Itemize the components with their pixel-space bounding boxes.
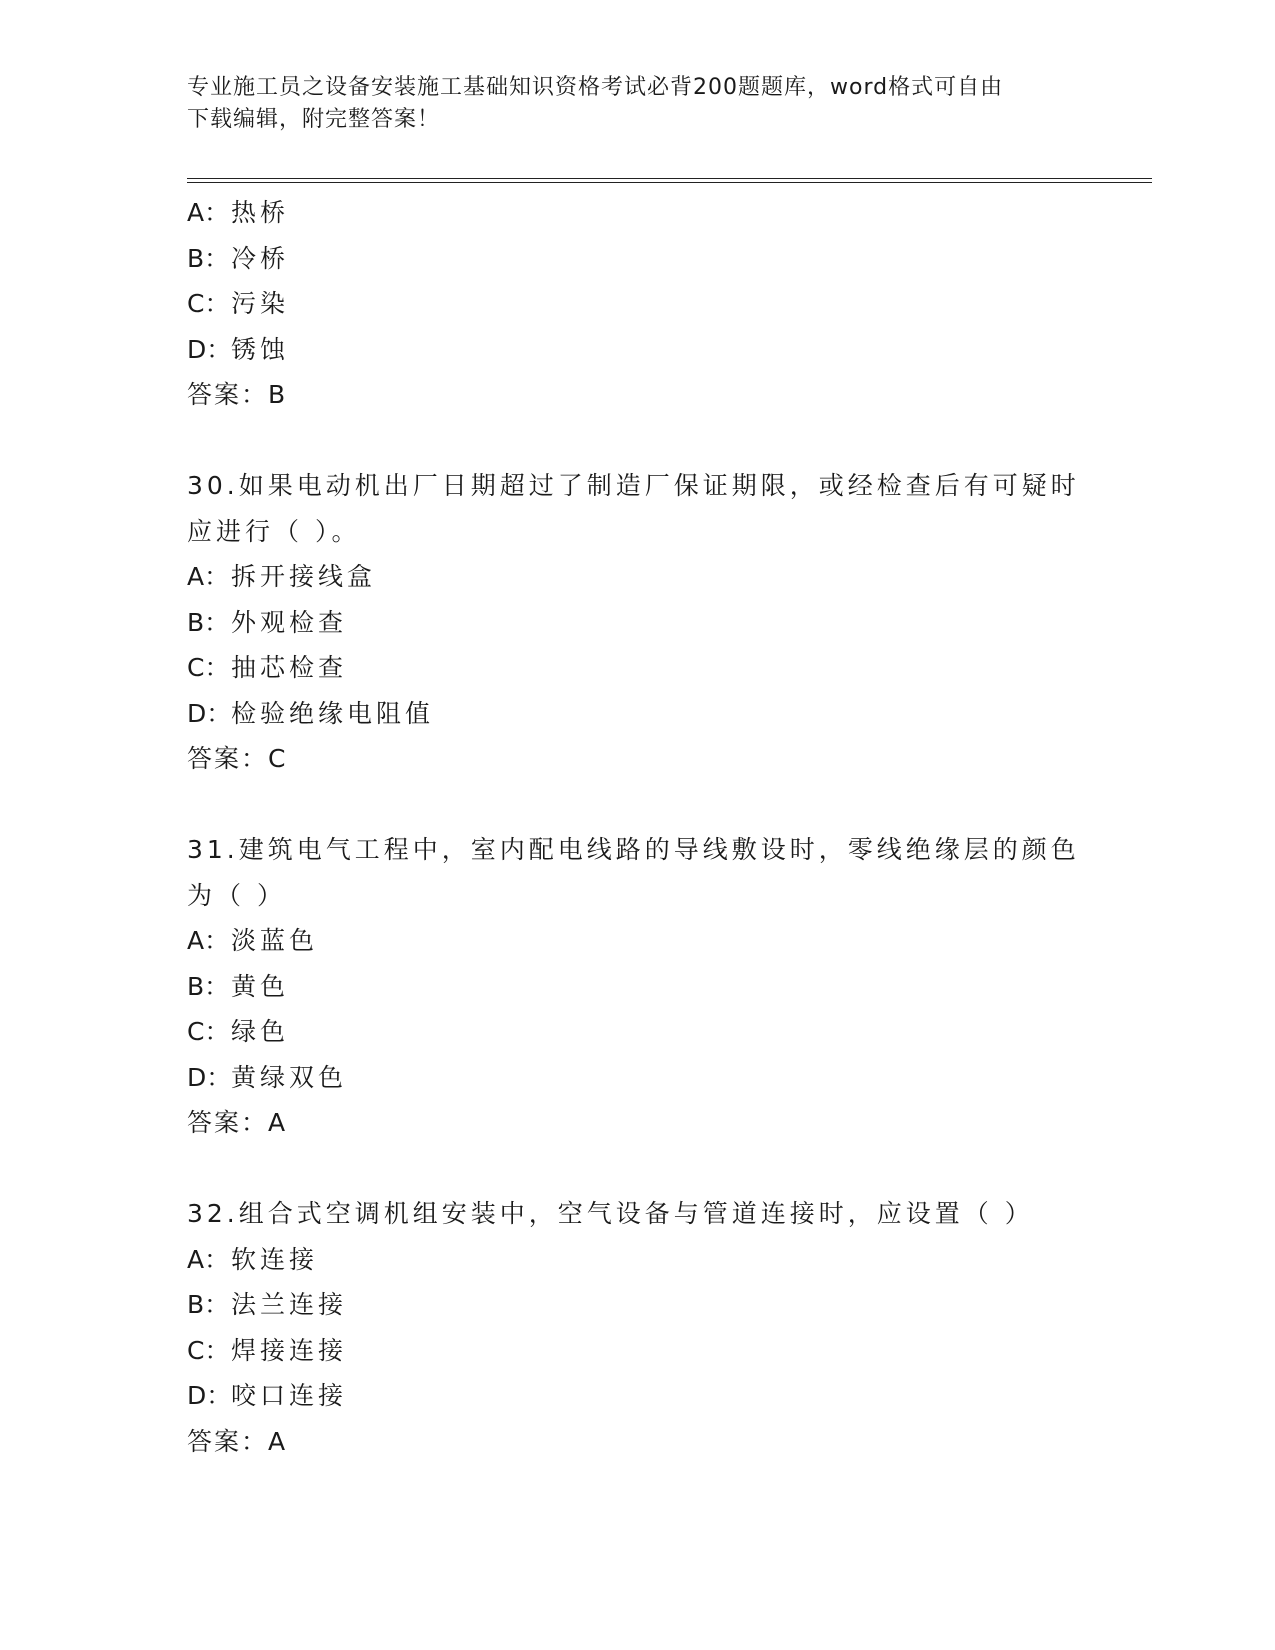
option-text: 法兰连接 (231, 1290, 348, 1319)
answer-line (187, 372, 1087, 418)
question-29-continued (187, 190, 1087, 418)
header-line-2: 下载编辑，附完整答案！ (187, 107, 441, 132)
spacer (187, 782, 1087, 828)
option-text: 焊接连接 (231, 1335, 348, 1365)
option-text: 热桥 (231, 198, 290, 227)
answer-line (187, 736, 1087, 782)
option-text: 检验绝缘电阻值 (231, 698, 435, 728)
option-text: 拆开接线盒 (231, 562, 377, 591)
answer-label: 答案： (187, 1108, 269, 1137)
question-stem-line-2: 应进行（ ）。 (187, 516, 361, 546)
option-b (187, 236, 1087, 282)
option-text: 黄绿双色 (231, 1062, 348, 1092)
option-b (187, 964, 1087, 1010)
option-text: 锈蚀 (231, 334, 290, 364)
option-letter: D： (187, 334, 232, 364)
option-letter: A： (187, 926, 230, 955)
answer-value: B (268, 380, 286, 409)
option-b (187, 1282, 1087, 1328)
option-text: 抽芯检查 (231, 653, 348, 682)
spacer (187, 1146, 1087, 1192)
answer-line (187, 1100, 1087, 1146)
spacer (187, 418, 1087, 464)
question-32 (187, 1191, 1087, 1464)
question-stem-line-1: 32.组合式空调机组安装中，空气设备与管道连接时，应设置（ ） (187, 1199, 1034, 1228)
option-c (187, 645, 1087, 691)
option-letter: A： (187, 1244, 230, 1274)
option-text: 淡蓝色 (231, 926, 319, 955)
option-text: 冷桥 (231, 243, 290, 273)
question-stem-line-1: 31.建筑电气工程中，室内配电线路的导线敷设时，零线绝缘层的颜色 (187, 835, 1080, 864)
option-letter: D： (187, 698, 232, 728)
question-list (187, 190, 1087, 1464)
answer-label: 答案： (187, 1426, 269, 1456)
option-letter: D： (187, 1062, 232, 1092)
option-d (187, 691, 1087, 737)
answer-label: 答案： (187, 744, 269, 773)
option-letter: C： (187, 1017, 230, 1046)
option-text: 咬口连接 (231, 1381, 348, 1410)
header-divider-bottom (187, 182, 1152, 183)
answer-value: A (268, 1108, 286, 1137)
question-stem-line-1: 30.如果电动机出厂日期超过了制造厂保证期限，或经检查后有可疑时 (187, 471, 1080, 500)
answer-value: C (268, 744, 286, 773)
option-c (187, 1009, 1087, 1055)
option-text: 外观检查 (231, 607, 348, 637)
option-letter: A： (187, 198, 230, 227)
option-letter: B： (187, 607, 230, 637)
answer-value: A (268, 1426, 286, 1456)
option-text: 污染 (231, 289, 290, 318)
option-letter: D： (187, 1381, 232, 1410)
option-letter: C： (187, 1335, 230, 1365)
answer-label: 答案： (187, 380, 269, 409)
option-d (187, 1373, 1087, 1419)
option-text: 黄色 (231, 971, 290, 1001)
question-31 (187, 827, 1087, 1146)
header-line-1: 专业施工员之设备安装施工基础知识资格考试必背200题题库，word格式可自由 (187, 75, 1004, 100)
option-a (187, 190, 1087, 236)
question-30 (187, 463, 1087, 782)
option-letter: B： (187, 243, 230, 273)
option-a (187, 1237, 1087, 1283)
option-letter: B： (187, 971, 230, 1001)
option-letter: C： (187, 289, 230, 318)
question-stem-line-2: 为（ ） (187, 880, 286, 910)
option-b (187, 600, 1087, 646)
option-d (187, 1055, 1087, 1101)
option-c (187, 281, 1087, 327)
option-text: 绿色 (231, 1017, 290, 1046)
option-a (187, 554, 1087, 600)
option-letter: B： (187, 1290, 230, 1319)
option-d (187, 327, 1087, 373)
header-divider-top (187, 178, 1152, 179)
option-text: 软连接 (231, 1244, 319, 1274)
option-a (187, 918, 1087, 964)
answer-line (187, 1419, 1087, 1465)
option-c (187, 1328, 1087, 1374)
option-letter: A： (187, 562, 230, 591)
option-letter: C： (187, 653, 230, 682)
document-header (187, 72, 1087, 136)
